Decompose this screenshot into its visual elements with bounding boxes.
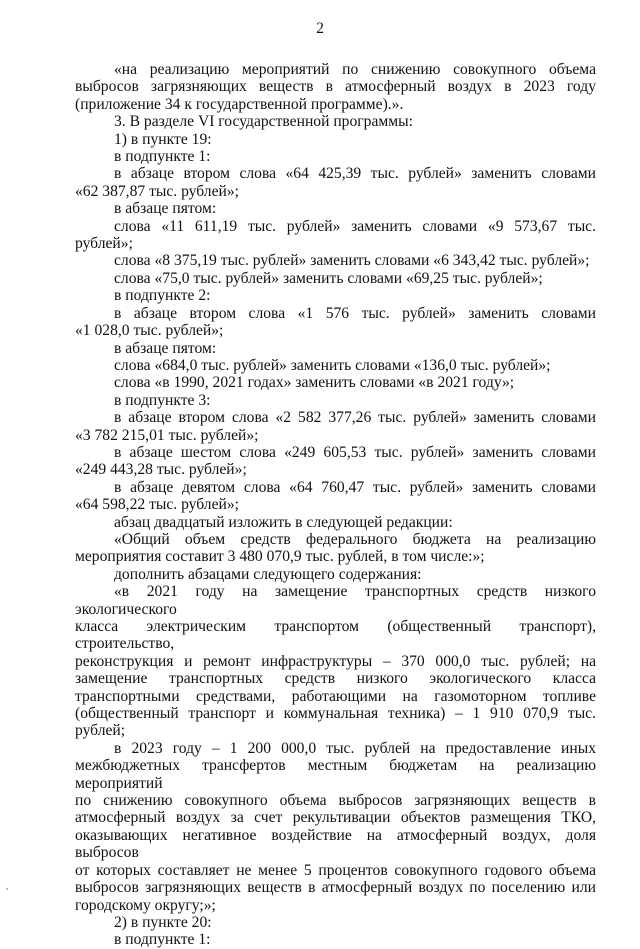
text-line: выбросов загрязняющих веществ в атмосферный воздух по поселению или xyxy=(75,879,596,897)
page-number: 2 xyxy=(316,20,324,37)
text-line: слова «684,0 тыс. рублей» заменить словами «136,0 тыс. рублей»; xyxy=(114,356,551,374)
text-line: межбюджетных трансфертов местным бюджетам на реализацию мероприятий xyxy=(75,757,596,792)
text-line: слова «11 611,19 тыс. рублей» заменить словами «9 573,67 тыс. рублей»; xyxy=(75,217,596,253)
text-line: «на реализацию мероприятий по снижению совокупного объема xyxy=(114,61,596,78)
text-line: «249 443,28 тыс. рублей»; xyxy=(75,461,247,479)
text-line: транспортными средствами, работающими на газомоторном топливе xyxy=(75,687,596,705)
text-line: абзац двадцатый изложить в следующей редакции: xyxy=(114,513,453,531)
text-line: «64 598,22 тыс. рублей»; xyxy=(75,496,239,514)
text-line: класса электрическим транспортом (общественный транспорт), строительство, xyxy=(75,618,596,653)
text-line: в абзаце втором слова «2 582 377,26 тыс. рублей» заменить словами xyxy=(114,409,596,427)
text-line: 1) в пункте 19: xyxy=(114,130,212,148)
text-line: «3 782 215,01 тыс. рублей»; xyxy=(75,426,259,444)
text-line: в 2023 году – 1 200 000,0 тыс. рублей на предоставление иных xyxy=(114,739,596,757)
text-line: мероприятия составит 3 480 070,9 тыс. рублей, в том числе:»; xyxy=(75,548,485,566)
text-line: «в 2021 году на замещение транспортных средств низкого экологического xyxy=(75,583,596,618)
text-line: атмосферный воздух за счет рекультивации объектов размещения ТКО, xyxy=(75,809,596,827)
text-line: слова «75,0 тыс. рублей» заменить словами «69,25 тыс. рублей»; xyxy=(114,269,543,287)
text-line: слова «в 1990, 2021 годах» заменить словами «в 2021 году»; xyxy=(114,374,515,392)
text-line: «62 387,87 тыс. рублей»; xyxy=(75,182,239,200)
text-line: по снижению совокупного объема выбросов загрязняющих веществ в xyxy=(75,792,596,810)
text-line: выбросов загрязняющих веществ в атмосферный воздух в 2023 году xyxy=(75,78,596,96)
document-body xyxy=(75,61,596,949)
text-line: слова «8 375,19 тыс. рублей» заменить словами «6 343,42 тыс. рублей»; xyxy=(114,252,590,270)
text-line: оказывающих негативное воздействие на атмосферный воздух, доля выбросов xyxy=(75,826,596,862)
text-line: реконструкция и ремонт инфраструктуры – 370 000,0 тыс. рублей; на xyxy=(75,652,596,670)
text-line: в подпункте 1: xyxy=(114,931,211,949)
text-line: в абзаце втором слова «64 425,39 тыс. рублей» заменить словами xyxy=(114,165,596,183)
text-line: в подпункте 3: xyxy=(114,391,211,409)
text-line: городскому округу;»; xyxy=(75,896,216,914)
text-line: в подпункте 1: xyxy=(114,148,211,166)
text-line: в абзаце пятом: xyxy=(114,200,217,218)
text-line: (общественный транспорт и коммунальная техника) – 1 910 070,9 тыс. рублей; xyxy=(75,705,596,740)
text-line: 3. В разделе VI государственной программы: xyxy=(114,113,413,131)
text-line: «Общий объем средств федерального бюджета на реализацию xyxy=(114,530,596,548)
text-line: 2) в пункте 20: xyxy=(114,913,212,931)
text-line: в абзаце пятом: xyxy=(114,339,217,357)
text-line: в абзаце шестом слова «249 605,53 тыс. рублей» заменить словами xyxy=(114,443,596,461)
text-line: замещение транспортных средств низкого экологического класса xyxy=(75,670,596,688)
text-line: «1 028,0 тыс. рублей»; xyxy=(75,322,224,340)
text-line: от которых составляет не менее 5 процентов совокупного годового объема xyxy=(75,861,596,879)
scan-artifact-dot xyxy=(6,888,8,890)
text-line: в абзаце втором слова «1 576 тыс. рублей» заменить словами xyxy=(114,304,596,322)
text-line: в подпункте 2: xyxy=(114,287,211,305)
text-line: в абзаце девятом слова «64 760,47 тыс. рублей» заменить словами xyxy=(114,478,596,496)
text-line: дополнить абзацами следующего содержания: xyxy=(114,565,422,583)
text-line: (приложение 34 к государственной программе).». xyxy=(75,95,404,113)
